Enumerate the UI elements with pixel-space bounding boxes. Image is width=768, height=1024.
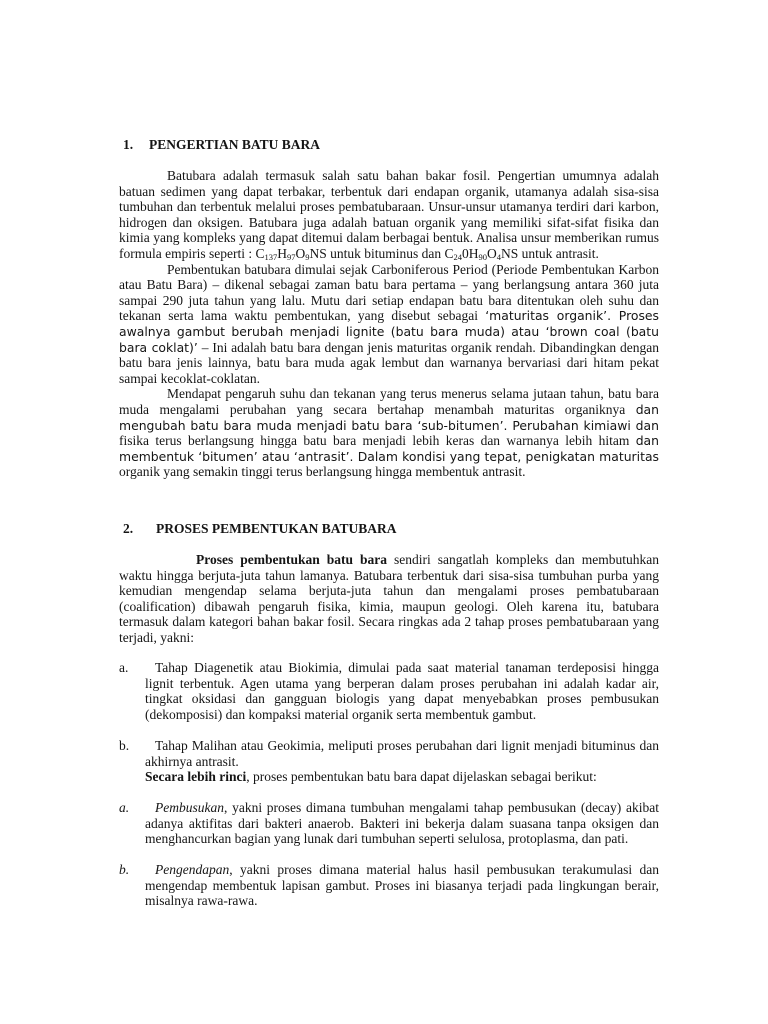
p1-text: H bbox=[277, 245, 287, 261]
paragraph-definition bbox=[119, 168, 659, 262]
stage-b-text: Tahap Malihan atau Geokimia, meliputi proses perubahan dari lignit menjadi bituminus dan akhirnya antrasit. bbox=[145, 738, 659, 769]
detail-item-a bbox=[119, 800, 659, 847]
list-marker: b. bbox=[119, 738, 130, 753]
paragraph-process-intro bbox=[119, 552, 659, 646]
stage-b-bold-text: Secara lebih rinci bbox=[145, 769, 247, 785]
stage-a-text: Tahap Diagenetik atau Biokimia, dimulai pada saat material tanaman terdeposisi hingga lignit terbentuk. Agen utama yang berperan dalam proses perubahan ini adalah kadar air, tingkat oksidasi dan gangguan biologis yang dapat menyebabkan proses pembusukan (dekomposisi) dan kompaksi material organik serta membentuk gambut. bbox=[145, 660, 659, 722]
detail-a-text: , yakni proses dimana tumbuhan mengalami tahap pembusukan (decay) akibat adanya aktifitas dari bakteri anaerob. Bakteri ini bekerja dalam suasana tanpa oksigen dan menghancurkan bagian yang lunak dari tumbuhan seperti selulosa, protoplasma, dan pati. bbox=[145, 800, 659, 847]
section-1-title: PENGERTIAN BATU BARA bbox=[149, 137, 321, 152]
stage-item-a bbox=[119, 660, 659, 722]
p3-text: fisika terus berlangsung hingga batu bara menjadi lebih keras dan warnanya lebih hitam bbox=[119, 433, 636, 449]
detail-b-text: , yakni proses dimana material halus hasil pembusukan terakumulasi dan mengendap membentuk lapisan gambut. Proses ini biasanya terjadi pada lingkungan berair, misalnya rawa-rawa. bbox=[145, 862, 659, 909]
paragraph-maturation bbox=[119, 386, 659, 480]
subscript: 4 bbox=[496, 251, 501, 262]
p2-text: Pembentukan batubara dimulai sejak Carboniferous Period (Periode Pembentukan Karbon atau Batu Bara) – dikenal sebagai zaman batu bara pertama – yang berlangsung antara 360 juta sampai 290 juta tahun yang lalu. Mutu dari setiap endapan batu bara ditentukan oleh suhu dan tekanan serta lama waktu pembentukan, yang disebut sebagai bbox=[119, 261, 659, 324]
paragraph-formation bbox=[119, 262, 659, 387]
p1-text: Batubara adalah termasuk salah satu bahan bakar fosil. Pengertian umumnya adalah batuan sedimen yang dapat terbakar, terbentuk dari endapan organik, utamanya adalah sisa-sisa tumbuhan dan terbentuk melalui proses pembatubaraan. Unsur-unsur utamanya terdiri dari karbon, hidrogen dan oksigen. Batubara juga adalah batuan organik yang memiliki sifat-sifat fisika dan kimia yang kompleks yang dapat ditemui dalam berbagai bentuk. Analisa unsur memberikan rumus formula empiris seperti : C bbox=[119, 168, 659, 261]
p2-sans-text: ‘maturitas organik’. Proses awalnya gambut berubah menjadi lignite (batu bara muda) atau ‘brown coal (batu bara coklat)’ bbox=[119, 308, 659, 355]
subscript: 9 bbox=[305, 251, 310, 262]
detail-text bbox=[145, 800, 659, 847]
stage-item-b bbox=[119, 738, 659, 785]
p3-text: organik yang semakin tinggi terus berlangsung hingga membentuk antrasit. bbox=[119, 464, 526, 480]
stage-text bbox=[145, 738, 659, 785]
p1-text: NS untuk bituminus dan C bbox=[309, 245, 454, 261]
subscript: 137 bbox=[264, 251, 278, 262]
section-2-intro bbox=[119, 552, 659, 646]
section-2-heading bbox=[123, 521, 397, 537]
section-1-heading bbox=[123, 137, 320, 153]
stage-b-extra-text: , proses pembentukan batu bara dapat dijelaskan sebagai berikut: bbox=[246, 769, 597, 785]
stage-text bbox=[145, 660, 659, 722]
section-2-number: 2. bbox=[123, 521, 134, 536]
subscript: 90 bbox=[478, 251, 487, 262]
list-marker: a. bbox=[119, 800, 130, 815]
detail-text bbox=[145, 862, 659, 909]
p1-text: O bbox=[486, 245, 497, 261]
p3-sans-text: dan membentuk ‘bitumen’ atau ‘antrasit’. Dalam kondisi yang tepat, penigkatan maturitas bbox=[119, 433, 659, 464]
p3-text: Mendapat pengaruh suhu dan tekanan yang terus menerus selama jutaan tahun, batu bara muda mengalami perubahan yang secara bertahap menambah maturitas organiknya bbox=[119, 386, 659, 417]
list-marker: a. bbox=[119, 660, 129, 675]
p1-text: NS untuk antrasit. bbox=[500, 245, 599, 261]
section-1-number: 1. bbox=[123, 137, 134, 152]
p1-text: O bbox=[295, 245, 306, 261]
subscript: 97 bbox=[286, 251, 296, 262]
p3-sans-text: dan mengubah batu bara muda menjadi batu bara ‘sub-bitumen’. Perubahan kimiawi dan bbox=[119, 401, 659, 433]
detail-a-term: Pembusukan bbox=[155, 800, 224, 815]
intro-text: sendiri sangatlah kompleks dan membutuhkan waktu hingga berjuta-juta tahun lamanya. Batubara terbentuk dari sisa-sisa tumbuhan purba yang kemudian mengendap selama berjuta-juta tahun dan mengalami proses pembatubaraan (coalification) dibawah pengaruh fisika, kimia, maupun geologi. Oleh karena itu, batubara termasuk dalam kategori bahan bakar fosil. Secara ringkas ada 2 tahap proses pembatubaraan yang terjadi, yakni: bbox=[119, 552, 660, 645]
section-1-body bbox=[119, 168, 659, 480]
detail-b-term: Pengendapan bbox=[155, 862, 230, 877]
list-marker: b. bbox=[119, 862, 130, 877]
detail-item-b bbox=[119, 862, 659, 909]
p2-text: – Ini adalah batu bara dengan jenis maturitas organik rendah. Dibandingkan dengan batu bara jenis lainnya, batu bara muda agak lembut dan warnanya bervariasi dari hitam pekat sampai kecoklat-coklatan. bbox=[119, 339, 659, 386]
section-2-title: PROSES PEMBENTUKAN BATUBARA bbox=[156, 521, 397, 536]
intro-bold-text: Proses pembentukan batu bara bbox=[196, 552, 388, 567]
p1-text: 0H bbox=[461, 245, 479, 261]
subscript: 24 bbox=[453, 251, 462, 262]
